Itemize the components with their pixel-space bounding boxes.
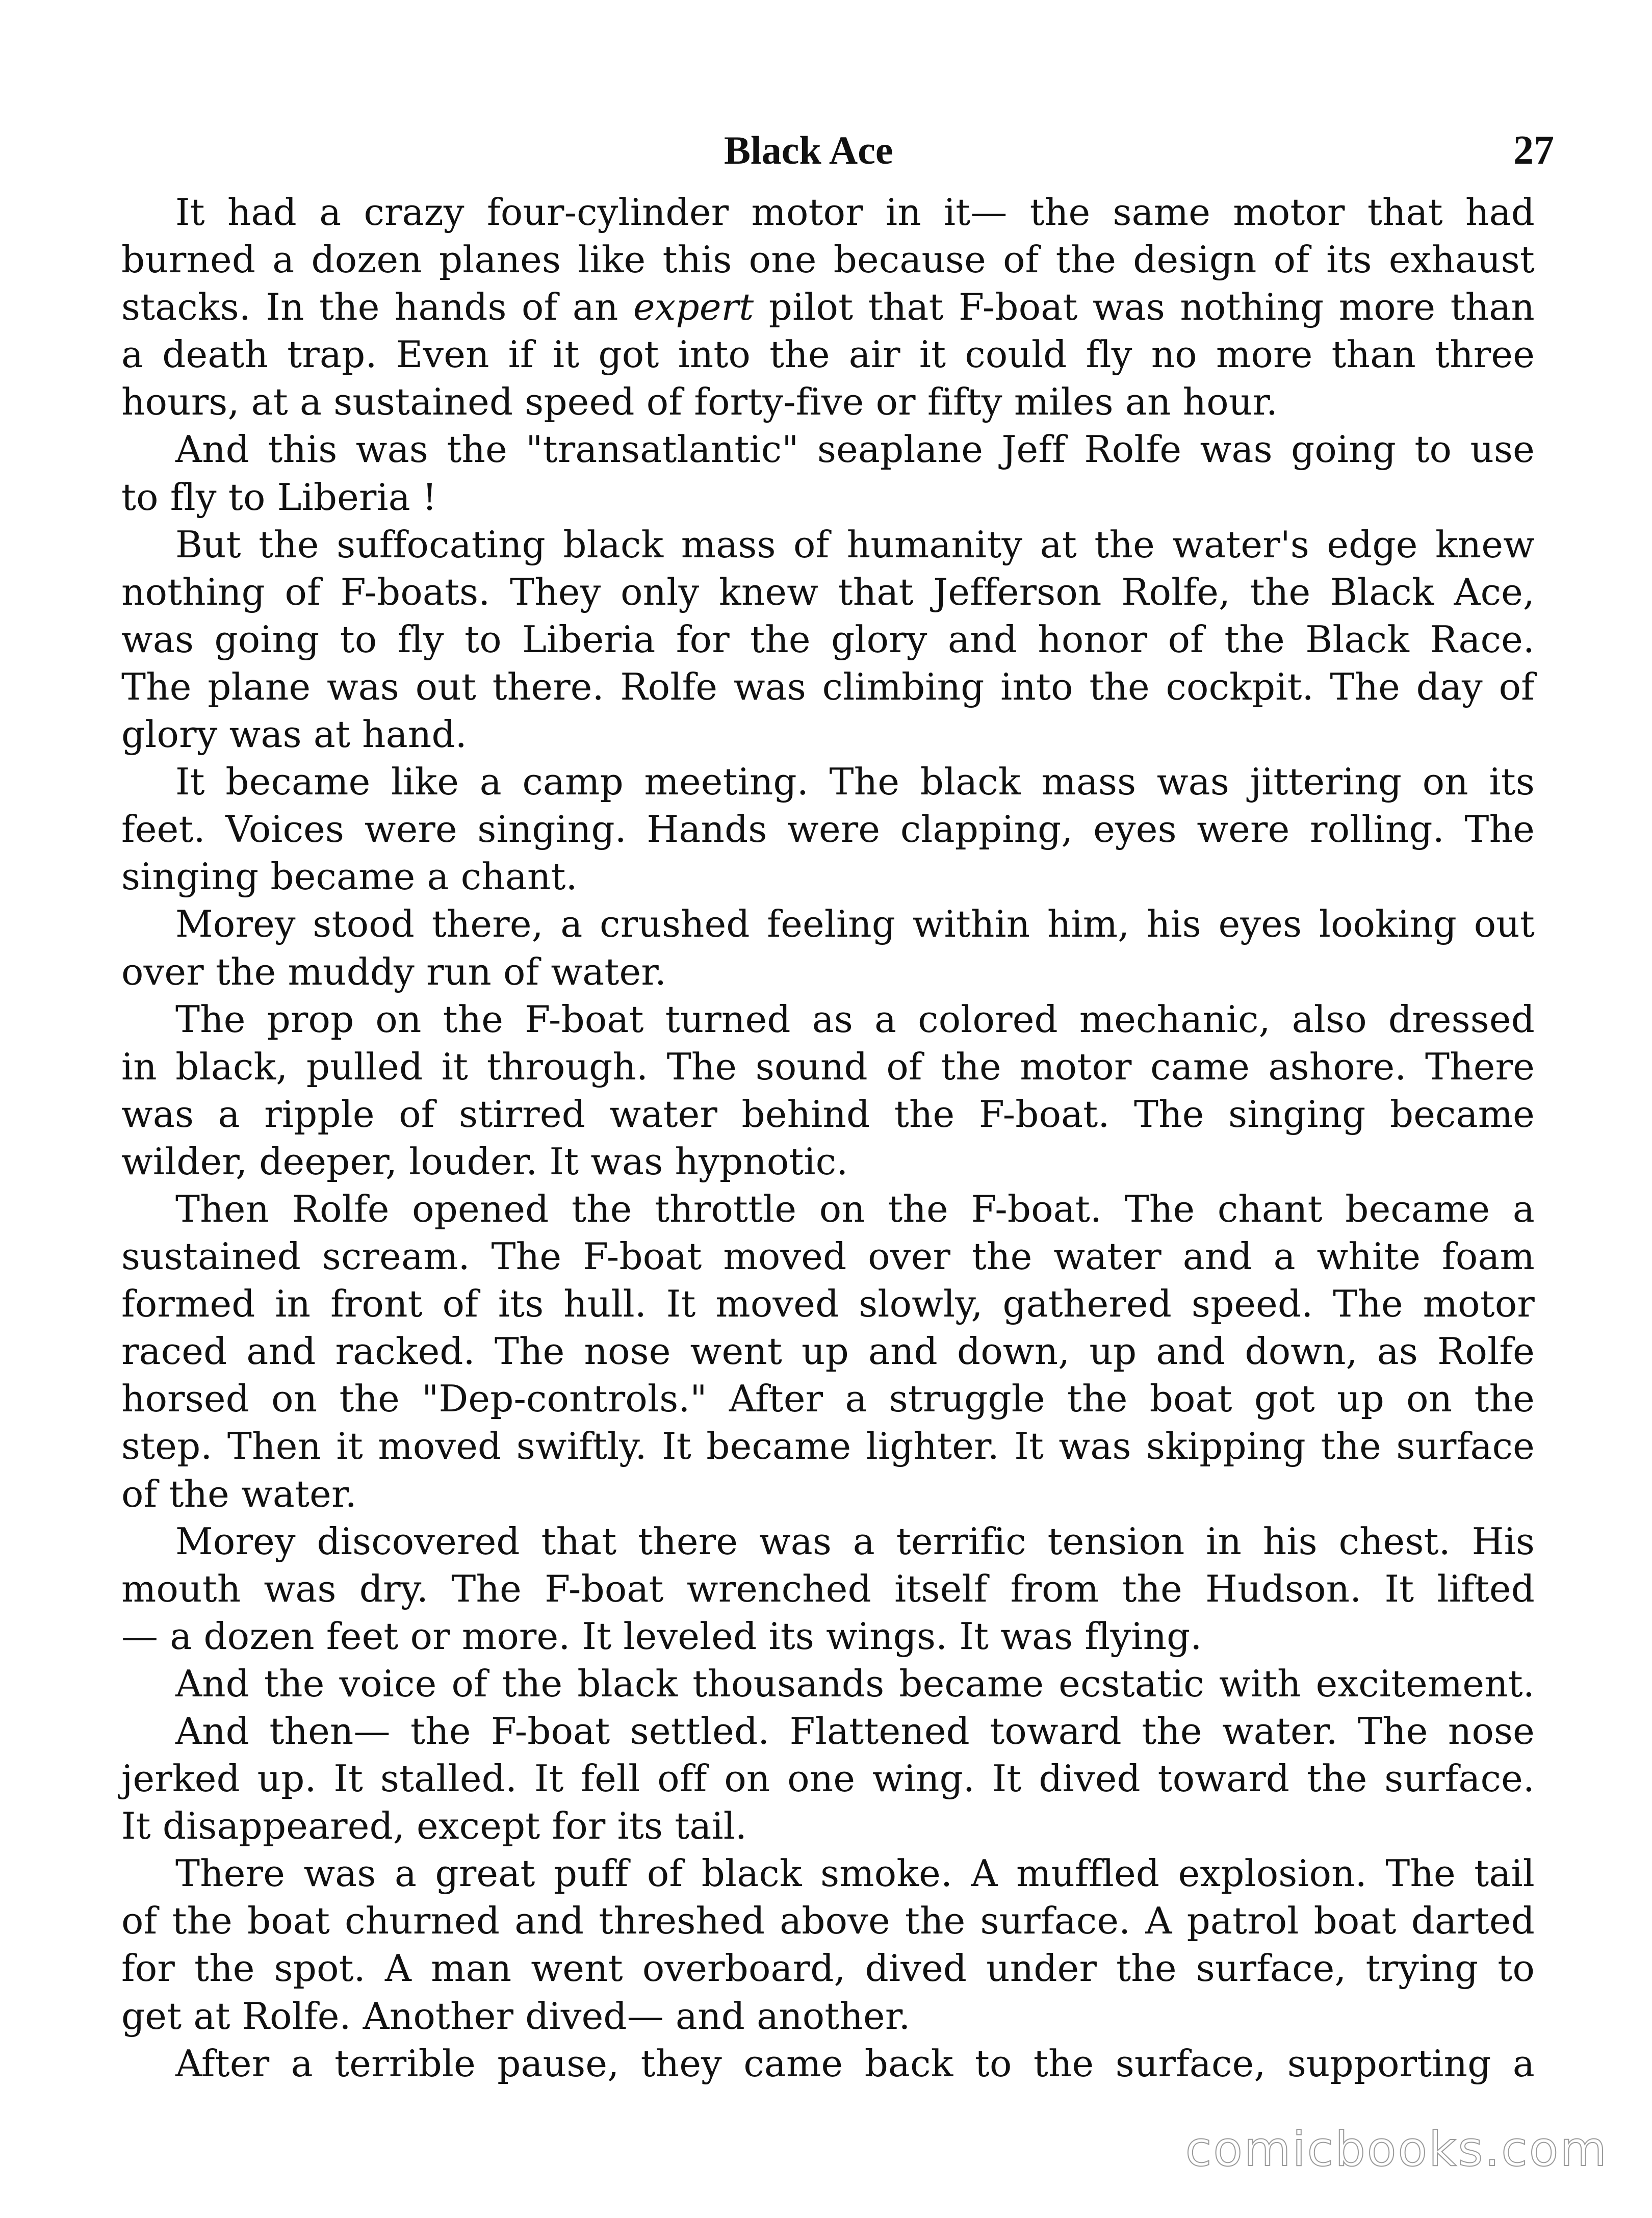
text-line: stacks. In the hands of an expert pilot that F-boat was nothing more than <box>121 286 1535 329</box>
text-line: The plane was out there. Rolfe was climbing into the cockpit. The day of <box>121 665 1535 708</box>
text-line: There was a great puff of black smoke. A muffled explosion. The tail <box>175 1852 1535 1895</box>
text-line: mouth was dry. The F-boat wrenched itself from the Hudson. It lifted <box>121 1567 1535 1610</box>
text-line: get at Rolfe. Another dived— and another. <box>121 1994 911 2038</box>
text-line: But the suffocating black mass of humanity at the water's edge knew <box>175 523 1535 566</box>
text-line: It had a crazy four-cylinder motor in it— the same motor that had <box>175 191 1535 234</box>
text-line: to fly to Liberia ! <box>121 475 437 519</box>
text-line: And the voice of the black thousands became ecstatic with excitement. <box>175 1662 1535 1705</box>
text-line: feet. Voices were singing. Hands were clapping, eyes were rolling. The <box>121 808 1535 851</box>
text-line: burned a dozen planes like this one because of the design of its exhaust <box>121 238 1535 281</box>
text-line: in black, pulled it through. The sound of the motor came ashore. There <box>121 1045 1535 1088</box>
running-head <box>0 120 1652 181</box>
text-line: The prop on the F-boat turned as a colored mechanic, also dressed <box>175 997 1535 1041</box>
running-title: Black Ace <box>724 128 893 172</box>
text-line: It disappeared, except for its tail. <box>121 1804 747 1848</box>
text-line: of the water. <box>121 1472 357 1515</box>
text-line: a death trap. Even if it got into the air it could fly no more than three <box>121 333 1535 376</box>
text-line: And this was the "transatlantic" seaplane Jeff Rolfe was going to use <box>175 428 1535 471</box>
text-line: glory was at hand. <box>121 713 467 756</box>
text-line: horsed on the "Dep-controls." After a struggle the boat got up on the <box>121 1377 1535 1421</box>
text-line: singing became a chant. <box>121 855 578 898</box>
text-line: step. Then it moved swiftly. It became lighter. It was skipping the surface <box>121 1425 1535 1468</box>
text-line: After a terrible pause, they came back to the surface, supporting a <box>175 2042 1535 2085</box>
text-line: of the boat churned and threshed above the surface. A patrol boat darted <box>121 1899 1535 1943</box>
emphasized-word: expert <box>633 286 754 329</box>
text-line: — a dozen feet or more. It leveled its wings. It was flying. <box>121 1614 1202 1658</box>
text-line: wilder, deeper, louder. It was hypnotic. <box>121 1140 848 1183</box>
text-line: for the spot. A man went overboard, dived under the surface, trying to <box>121 1947 1535 1990</box>
text-line: Morey discovered that there was a terrific tension in his chest. His <box>175 1519 1535 1563</box>
text-line: raced and racked. The nose went up and down, up and down, as Rolfe <box>121 1330 1535 1373</box>
text-line: was a ripple of stirred water behind the F-boat. The singing became <box>121 1092 1535 1136</box>
text-line: formed in front of its hull. It moved slowly, gathered speed. The motor <box>121 1282 1535 1326</box>
text-line: Then Rolfe opened the throttle on the F-boat. The chant became a <box>175 1187 1535 1230</box>
text-line: Morey stood there, a crushed feeling within him, his eyes looking out <box>175 902 1535 946</box>
text-line: And then— the F-boat settled. Flattened toward the water. The nose <box>175 1710 1535 1752</box>
page-number: 27 <box>1513 128 1554 173</box>
text-line: sustained scream. The F-boat moved over the water and a white foam <box>121 1235 1535 1278</box>
text-line: It became like a camp meeting. The black mass was jittering on its <box>175 760 1535 804</box>
body-text <box>121 189 1535 2087</box>
text-line: hours, at a sustained speed of forty-five or fifty miles an hour. <box>121 380 1278 424</box>
text-line: jerked up. It stalled. It fell off on one wing. It dived toward the surface. <box>121 1757 1535 1800</box>
text-line: nothing of F-boats. They only knew that Jefferson Rolfe, the Black Ace, <box>121 570 1535 613</box>
watermark-logo: comicbooks.com <box>1185 2122 1608 2177</box>
text-line: was going to fly to Liberia for the glory and honor of the Black Race. <box>121 617 1535 661</box>
text-line: over the muddy run of water. <box>121 950 667 993</box>
